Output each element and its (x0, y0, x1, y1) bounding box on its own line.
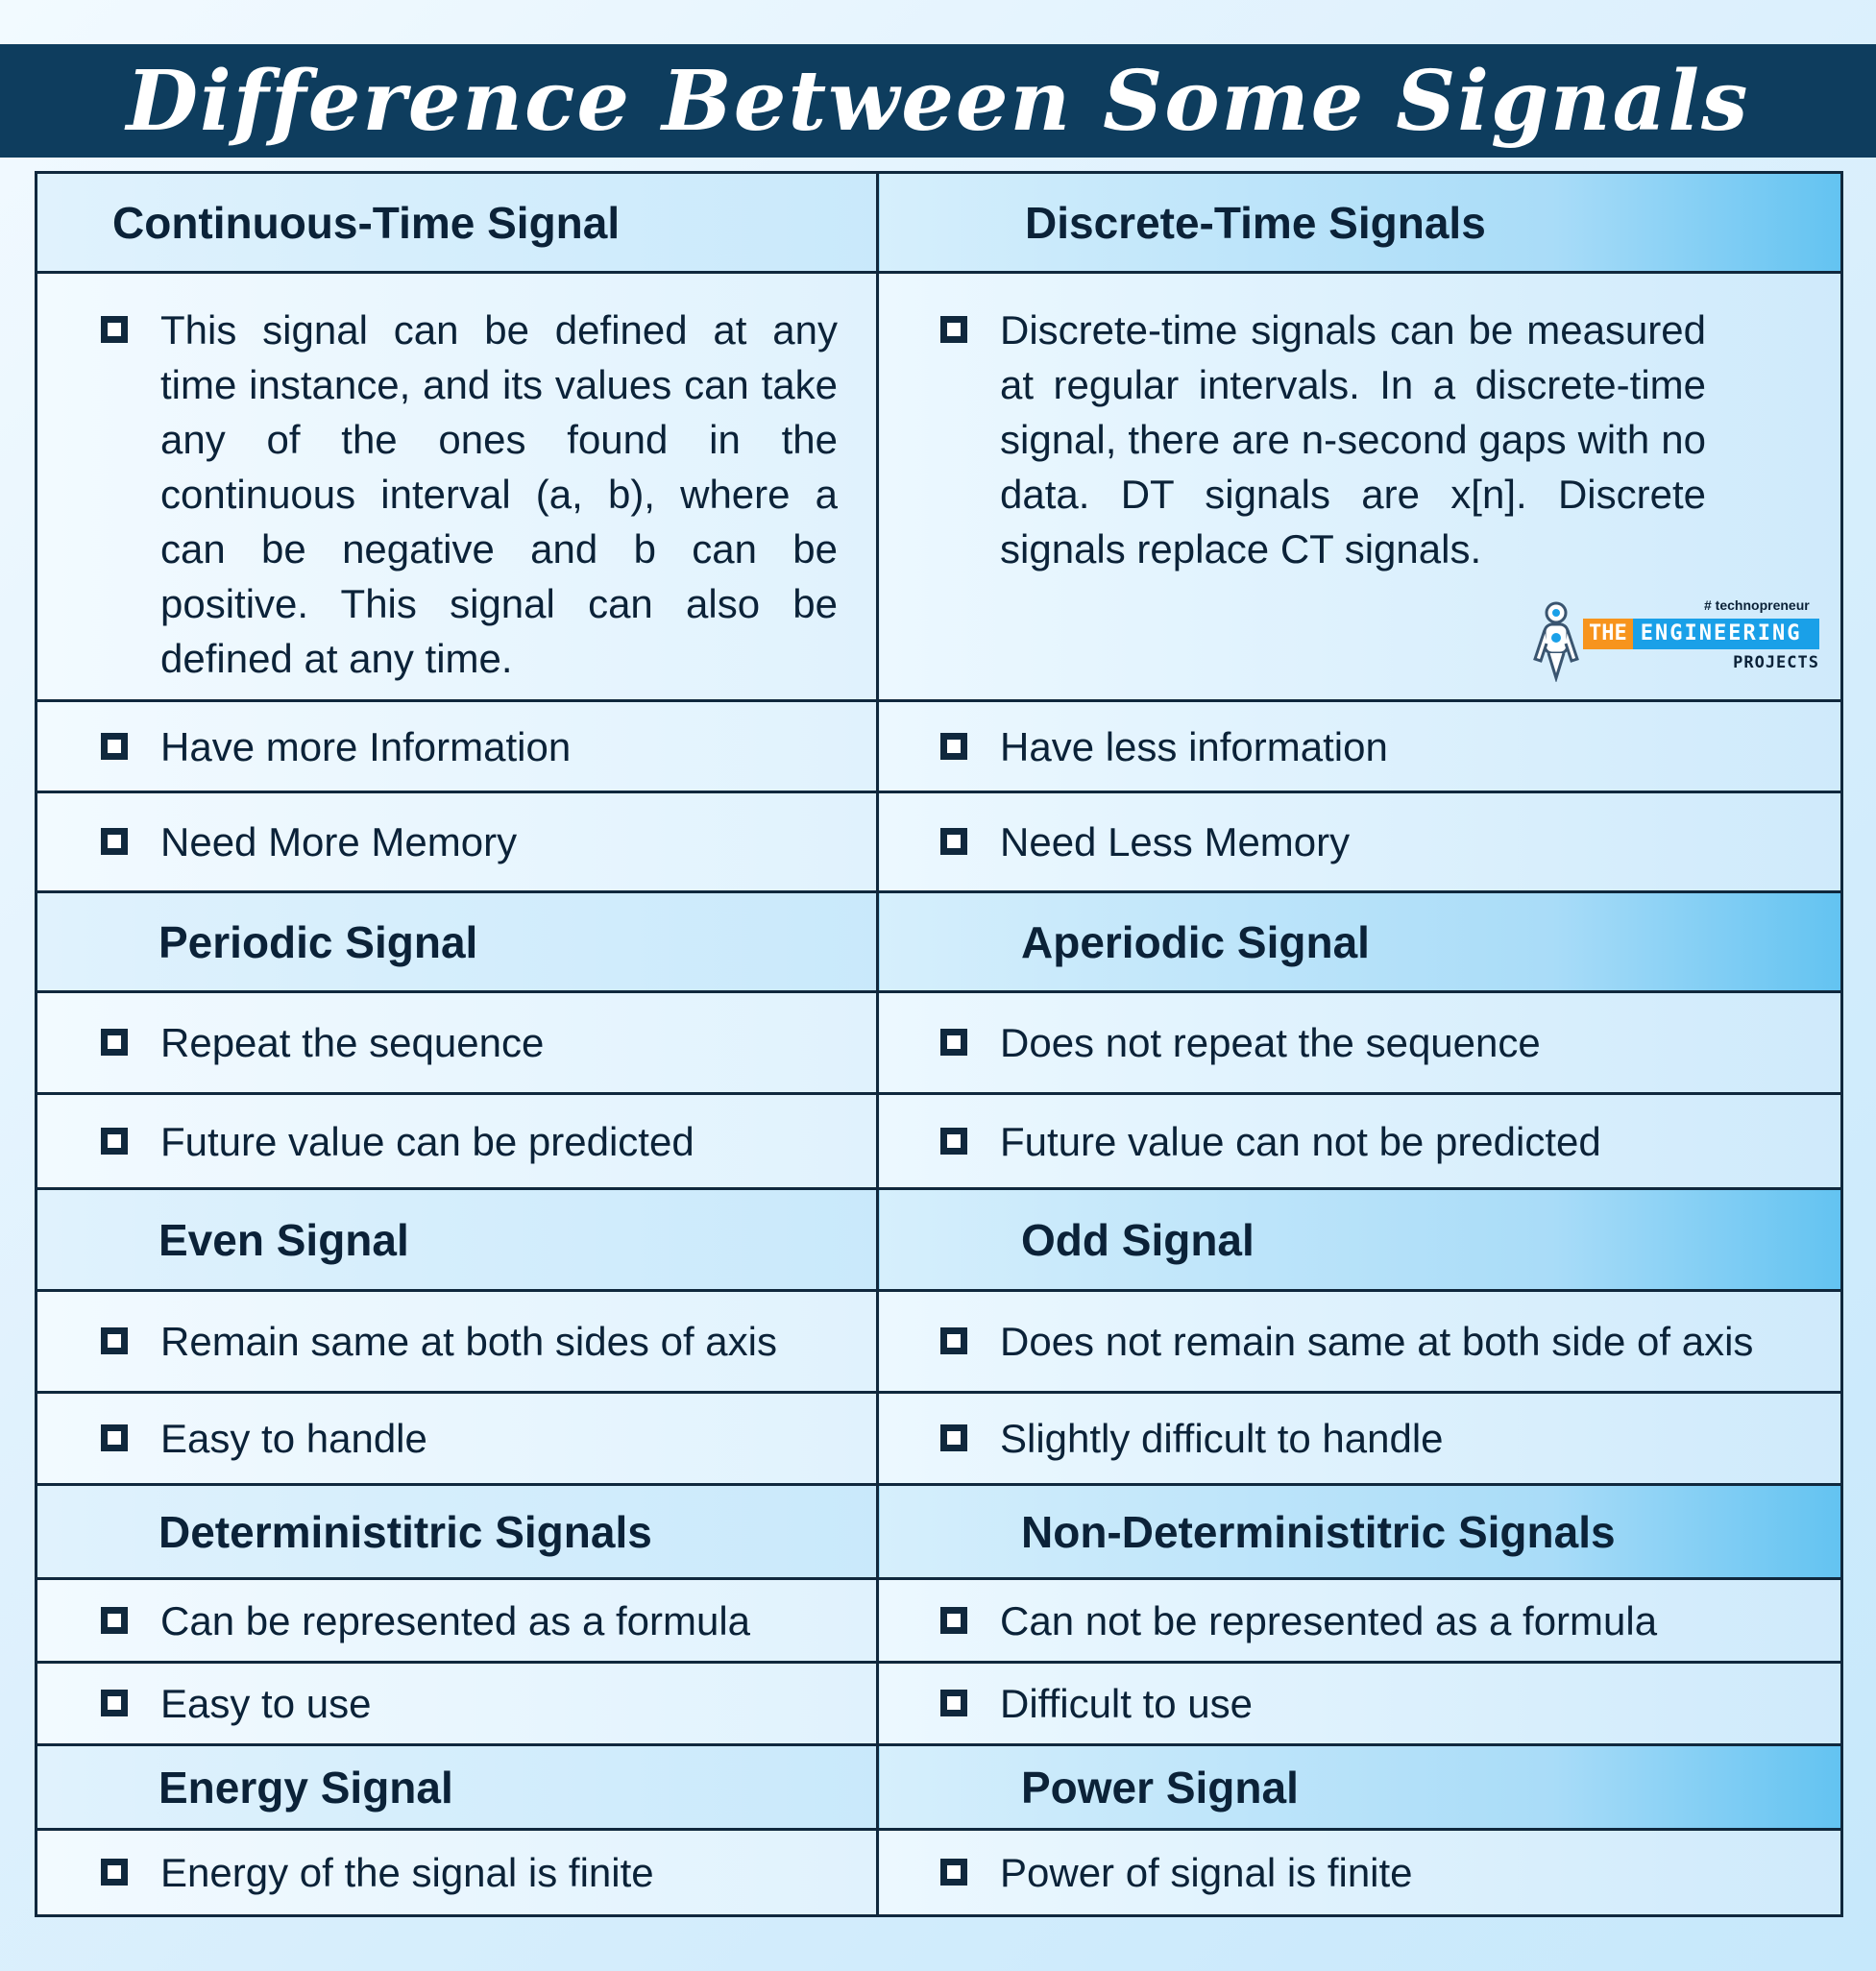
table-cell (878, 273, 1842, 701)
list-item (879, 1676, 1840, 1731)
section-header-row (37, 1745, 1842, 1830)
item-text: Remain same at both sides of axis (160, 1319, 777, 1364)
list-item (37, 1314, 876, 1369)
list-item (37, 1594, 876, 1648)
square-bullet-icon (940, 1327, 967, 1354)
table-cell (37, 1830, 878, 1916)
square-bullet-icon (940, 828, 967, 855)
table-cell (37, 1579, 878, 1663)
table-cell (37, 1094, 878, 1189)
list-item (37, 1015, 876, 1070)
logo-projects: PROJECTS (1733, 653, 1819, 672)
table-cell (878, 792, 1842, 892)
square-bullet-icon (940, 1607, 967, 1634)
section-header-right (878, 173, 1842, 273)
table-cell (37, 992, 878, 1094)
square-bullet-icon (101, 1029, 128, 1056)
item-text: Future value can not be predicted (1000, 1118, 1601, 1164)
table-row (37, 1094, 1842, 1189)
logo-tagline: # technopreneur (1704, 597, 1810, 613)
header-continuous-time: Continuous-Time Signal (112, 197, 621, 248)
section-header-right (878, 1189, 1842, 1291)
section-header-left (37, 1189, 878, 1291)
square-bullet-icon (101, 1859, 128, 1886)
section-header-right (878, 892, 1842, 992)
table-cell (37, 1393, 878, 1485)
item-text: Repeat the sequence (160, 1020, 545, 1065)
table-cell (878, 1663, 1842, 1745)
list-item (879, 1411, 1840, 1466)
item-text: Can be represented as a formula (160, 1597, 751, 1643)
table-cell (37, 701, 878, 792)
logo-engineering: ENGINEERING (1633, 619, 1819, 649)
list-item (37, 1676, 876, 1731)
title-bar (0, 44, 1876, 158)
logo-band (1583, 619, 1819, 649)
table-cell (878, 992, 1842, 1094)
table-cell (37, 792, 878, 892)
list-item (37, 1411, 876, 1466)
robot-icon (1531, 601, 1581, 682)
table-row (37, 273, 1842, 701)
section-header-row (37, 1485, 1842, 1579)
item-text: Future value can be predicted (160, 1118, 694, 1164)
list-item (879, 1845, 1840, 1900)
table-row (37, 992, 1842, 1094)
table-cell (878, 701, 1842, 792)
item-text: Easy to use (160, 1681, 372, 1726)
table-cell (878, 1830, 1842, 1916)
square-bullet-icon (940, 1029, 967, 1056)
item-text: Slightly difficult to handle (1000, 1416, 1444, 1461)
header-periodic: Periodic Signal (158, 916, 478, 967)
section-header-right (878, 1745, 1842, 1830)
square-bullet-icon (101, 733, 128, 760)
table-cell (37, 1663, 878, 1745)
item-text: Does not remain same at both side of axis (1000, 1319, 1754, 1364)
section-header-row (37, 173, 1842, 273)
list-item (37, 719, 876, 774)
list-item (37, 1845, 876, 1900)
list-item (879, 1114, 1840, 1169)
square-bullet-icon (940, 1859, 967, 1886)
header-discrete-time: Discrete-Time Signals (1025, 197, 1486, 248)
table-cell (37, 1291, 878, 1393)
list-item (37, 1114, 876, 1169)
page-title: Difference Between Some Signals (126, 52, 1750, 150)
header-deterministic: Deterministitric Signals (158, 1506, 652, 1557)
table-row (37, 1830, 1842, 1916)
section-header-row (37, 1189, 1842, 1291)
item-text: Need More Memory (160, 819, 518, 864)
header-aperiodic: Aperiodic Signal (1021, 916, 1370, 967)
square-bullet-icon (940, 1690, 967, 1716)
square-bullet-icon (940, 733, 967, 760)
list-item (879, 815, 1840, 869)
square-bullet-icon (101, 1424, 128, 1451)
table-row (37, 1663, 1842, 1745)
square-bullet-icon (940, 316, 967, 343)
item-text: Does not repeat the sequence (1000, 1020, 1541, 1065)
square-bullet-icon (940, 1424, 967, 1451)
item-text: Have more Information (160, 723, 572, 769)
item-text: Can not be represented as a formula (1000, 1597, 1658, 1643)
comparison-table (35, 171, 1843, 1917)
table-cell (37, 273, 878, 701)
logo-the: THE (1583, 619, 1633, 649)
list-item (879, 1015, 1840, 1070)
list-item (37, 303, 876, 686)
section-header-right (878, 1485, 1842, 1579)
table-cell (878, 1291, 1842, 1393)
item-text: Difficult to use (1000, 1681, 1254, 1726)
list-item (879, 719, 1840, 774)
table-row (37, 701, 1842, 792)
table-row (37, 1393, 1842, 1485)
square-bullet-icon (940, 1128, 967, 1155)
table-cell (878, 1094, 1842, 1189)
list-item (879, 1594, 1840, 1648)
section-header-row (37, 892, 1842, 992)
table-row (37, 1291, 1842, 1393)
engineering-projects-logo (1531, 597, 1819, 686)
item-text: Energy of the signal is finite (160, 1850, 654, 1895)
item-text: This signal can be defined at any time instance, and its values can take any of the ones found in the continuous interval (a, b), where a can be negative and b can be positive. This signal can also be defined at any time. (160, 307, 838, 681)
section-header-left (37, 1485, 878, 1579)
square-bullet-icon (101, 828, 128, 855)
table-cell (878, 1579, 1842, 1663)
table-row (37, 792, 1842, 892)
header-non-deterministic: Non-Deterministitric Signals (1021, 1506, 1616, 1557)
item-text: Need Less Memory (1000, 819, 1351, 864)
header-odd: Odd Signal (1021, 1214, 1255, 1265)
header-even: Even Signal (158, 1214, 409, 1265)
list-item (879, 303, 1840, 576)
item-text: Have less information (1000, 723, 1388, 769)
item-text: Discrete-time signals can be measured at regular intervals. In a discrete-time signal, there are n-second gaps with no data. DT signals are x[n]. Discrete signals replace CT signals. (1000, 307, 1706, 572)
list-item (37, 815, 876, 869)
square-bullet-icon (101, 1690, 128, 1716)
square-bullet-icon (101, 1128, 128, 1155)
item-text: Power of signal is finite (1000, 1850, 1413, 1895)
square-bullet-icon (101, 1607, 128, 1634)
square-bullet-icon (101, 1327, 128, 1354)
section-header-left (37, 892, 878, 992)
section-header-left (37, 173, 878, 273)
section-header-left (37, 1745, 878, 1830)
square-bullet-icon (101, 316, 128, 343)
table-row (37, 1579, 1842, 1663)
item-text: Easy to handle (160, 1416, 427, 1461)
list-item (879, 1314, 1840, 1369)
header-energy: Energy Signal (158, 1762, 453, 1813)
header-power: Power Signal (1021, 1762, 1299, 1813)
table-cell (878, 1393, 1842, 1485)
